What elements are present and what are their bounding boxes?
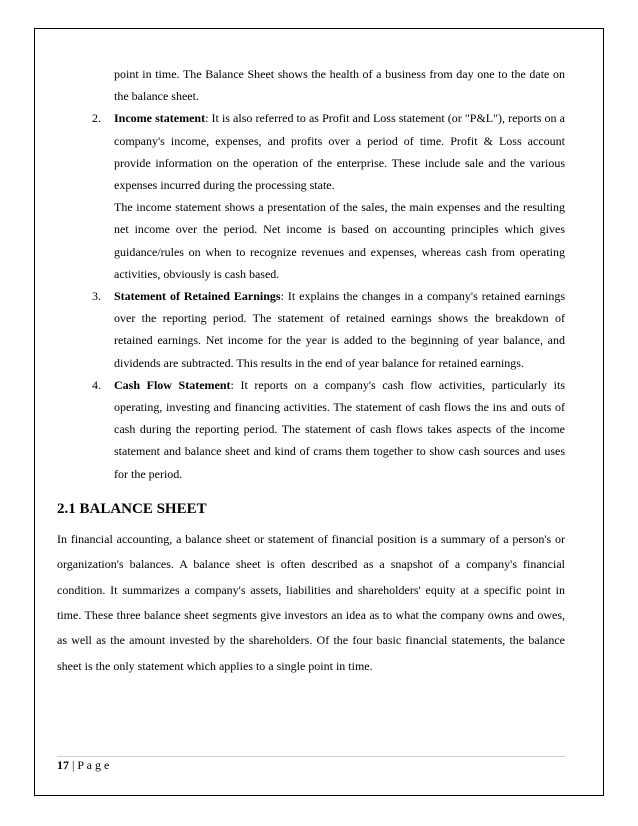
page-number: 17 xyxy=(57,758,69,772)
list-item xyxy=(57,374,565,485)
list-item-description: : It is also referred to as Profit and Loss statement (or "P&L"), reports on a company's income, expenses, and profits over a period of time. Profit & Loss account provide information on the operation of the enterprise. These include sale and the various expenses incurred during the processing state. xyxy=(114,111,565,193)
list-number: 4. xyxy=(92,377,101,392)
list-item-term: Income statement xyxy=(114,111,206,126)
page-label: P a g e xyxy=(77,758,110,772)
list-item xyxy=(57,285,565,374)
list-item-text xyxy=(114,107,565,196)
list-item-extra: The income statement shows a presentation of the sales, the main expenses and the resulting net income over the period. Net income is based on accounting principles which gives guidance/rules on when to recognize revenues and expenses, whereas cash from operating activities, obviously is cash based. xyxy=(114,200,565,281)
footer-divider xyxy=(57,756,565,757)
intro-paragraph: point in time. The Balance Sheet shows the health of a business from day one to the date on the balance sheet. xyxy=(114,67,565,104)
list-item-text xyxy=(114,285,565,374)
footer-separator: | xyxy=(69,758,78,772)
list-item-description: : It reports on a company's cash flow activities, particularly its operating, investing and financing activities. The statement of cash flows the ins and outs of cash during the reporting period. The statement of cash flows takes aspects of the income statement and balance sheet and kind of crams them together to show cash sources and uses for the period. xyxy=(114,377,566,481)
list-item-term: Cash Flow Statement xyxy=(114,377,231,392)
page-footer xyxy=(57,758,565,773)
list-item xyxy=(57,107,565,285)
list-item-description: : It explains the changes in a company's retained earnings over the reporting period. The statement of retained earnings shows the breakdown of retained earnings. Net income for the year is added to the beginning of year balance, and dividends are subtracted. This results in the end of year balance for retained earnings. xyxy=(114,289,565,370)
section-heading: 2.1 BALANCE SHEET xyxy=(57,500,207,517)
list-number: 2. xyxy=(92,111,101,126)
section-body: In financial accounting, a balance sheet or statement of financial position is a summary of a person's or organization's balances. A balance sheet is often described as a snapshot of a company's financial condition. It summarizes a company's assets, liabilities and shareholders' equity at a specific point in time. These three balance sheet segments give investors an idea as to what the company owns and owes, as well as the amount invested by the shareholders. Of the four basic financial statements, the balance sheet is the only statement which applies to a single point in time. xyxy=(57,531,565,673)
list-item-text xyxy=(114,374,565,485)
document-body xyxy=(57,63,565,679)
list-number: 3. xyxy=(92,289,101,304)
list-item-term: Statement of Retained Earnings xyxy=(114,289,281,304)
